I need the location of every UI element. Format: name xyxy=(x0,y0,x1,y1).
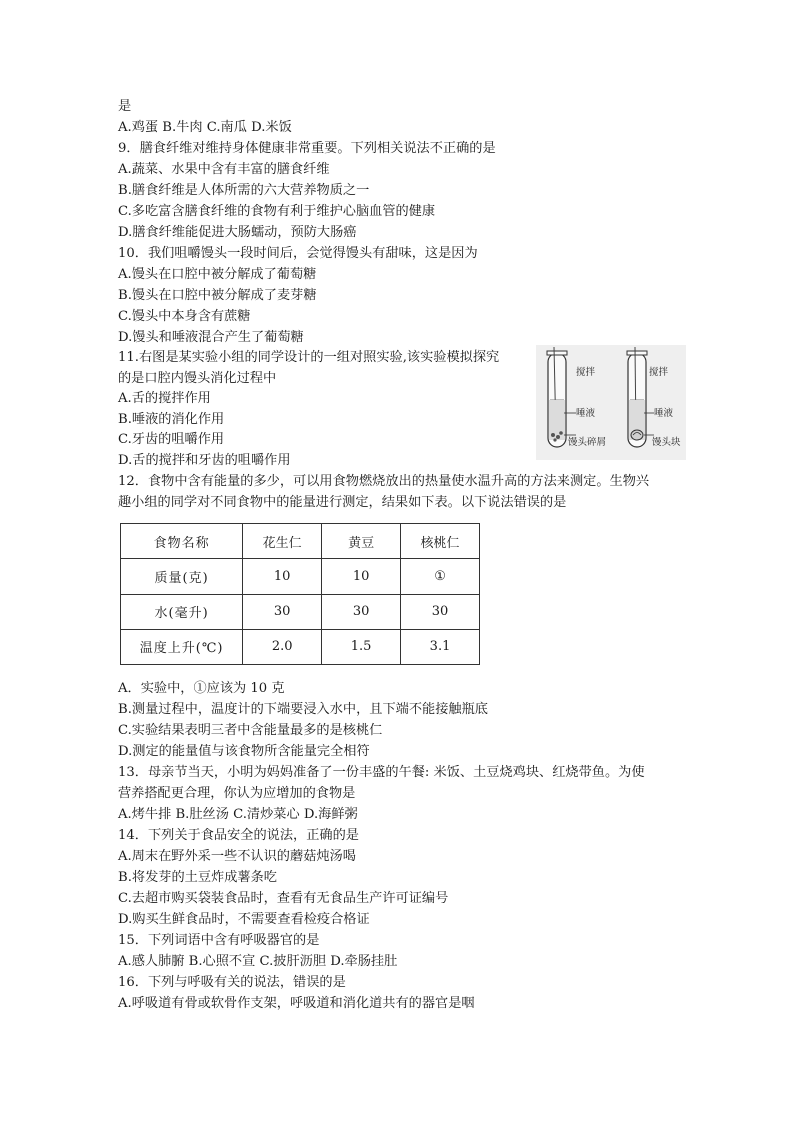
table-header-cell: 食物名称 xyxy=(121,524,243,559)
q14-option-a: A.周末在野外采一些不认识的蘑菇炖汤喝 xyxy=(118,849,356,864)
table-cell: ① xyxy=(401,559,480,594)
bread-block xyxy=(631,430,643,440)
table-row xyxy=(121,629,480,664)
q11-option-d: D.舌的搅拌和牙齿的咀嚼作用 xyxy=(118,453,291,468)
q12-option-a: A．实验中，①应该为 10 克 xyxy=(118,681,285,696)
text-line-continuation: 是 xyxy=(118,99,132,114)
left-stir-label: 搅拌 xyxy=(576,367,596,378)
q10-option-b: B.馒头在口腔中被分解成了麦芽糖 xyxy=(118,288,317,303)
table-cell: 30 xyxy=(322,594,401,629)
table-cell: 质量(克) xyxy=(121,559,243,594)
q12-stem-line2: 趣小组的同学对不同食物中的能量进行测定，结果如下表。以下说法错误的是 xyxy=(118,495,567,510)
table-header-cell: 花生仁 xyxy=(243,524,322,559)
q9-option-d: D.膳食纤维能促进大肠蠕动，预防大肠癌 xyxy=(118,225,357,240)
left-bread-label: 馒头碎屑 xyxy=(568,437,607,448)
q11-stem-line1: 11.右图是某实验小组的同学设计的一组对照实验,该实验模拟探究 xyxy=(118,350,500,365)
q10-option-a: A.馒头在口腔中被分解成了葡萄糖 xyxy=(118,267,317,282)
table-cell: 10 xyxy=(243,559,322,594)
q16-stem: 16．下列与呼吸有关的说法，错误的是 xyxy=(118,975,346,990)
q9-option-a: A.蔬菜、水果中含有丰富的膳食纤维 xyxy=(118,162,330,177)
left-tube-rim xyxy=(547,351,567,355)
table-cell: 3.1 xyxy=(401,629,480,664)
q9-option-c: C.多吃富含膳食纤维的食物有利于维护心脑血管的健康 xyxy=(118,204,436,219)
q9-option-b: B.膳食纤维是人体所需的六大营养物质之一 xyxy=(118,183,370,198)
q15-stem: 15．下列词语中含有呼吸器官的是 xyxy=(118,933,320,948)
q9-stem: 9．膳食纤维对维持身体健康非常重要。下列相关说法不正确的是 xyxy=(118,141,496,156)
bread-crumb xyxy=(551,433,555,437)
table-row xyxy=(121,559,480,594)
q12-option-c: C.实验结果表明三者中含能量最多的是核桃仁 xyxy=(118,723,383,738)
q12-stem-line1: 12．食物中含有能量的多少，可以用食物燃烧放出的热量使水温升高的方法来测定。生物兴 xyxy=(118,474,650,489)
q15-options: A.感人肺腑 B.心照不宣 C.披肝沥胆 D.牵肠挂肚 xyxy=(118,954,398,969)
left-saliva-label: 唾液 xyxy=(576,408,596,419)
q12-option-d: D.测定的能量值与该食物所含能量完全相符 xyxy=(118,744,370,759)
q14-option-c: C.去超市购买袋装食品时，查看有无食品生产许可证编号 xyxy=(118,891,449,906)
table-header-cell: 核桃仁 xyxy=(401,524,480,559)
food-energy-table xyxy=(120,523,480,665)
table-cell: 30 xyxy=(401,594,480,629)
q11-option-c: C.牙齿的咀嚼作用 xyxy=(118,432,225,447)
q11-option-a: A.舌的搅拌作用 xyxy=(118,391,211,406)
q11-stem-line2: 的是口腔内馒头消化过程中 xyxy=(118,371,277,386)
bread-crumb xyxy=(559,431,563,435)
q10-option-d: D.馒头和唾液混合产生了葡萄糖 xyxy=(118,330,304,345)
table-header-cell: 黄豆 xyxy=(322,524,401,559)
q10-stem: 10．我们咀嚼馒头一段时间后，会觉得馒头有甜味，这是因为 xyxy=(118,246,478,261)
experiment-figure xyxy=(536,345,686,460)
right-stir-label: 搅拌 xyxy=(649,367,669,378)
right-bread-label: 馒头块 xyxy=(652,437,681,448)
q13-stem-line1: 13．母亲节当天，小明为妈妈准备了一份丰盛的午餐: 米饭、土豆烧鸡块、红烧带鱼。为使 xyxy=(118,765,645,780)
table-cell: 温度上升(℃) xyxy=(121,629,243,664)
table-header-row xyxy=(121,524,480,559)
test-tubes-diagram xyxy=(536,345,686,460)
q11-option-b: B.唾液的消化作用 xyxy=(118,412,225,427)
q13-options: A.烤牛排 B.肚丝汤 C.清炒菜心 D.海鲜粥 xyxy=(118,807,358,822)
q16-option-a: A.呼吸道有骨或软骨作支架，呼吸道和消化道共有的器官是咽 xyxy=(118,996,475,1011)
table-cell: 1.5 xyxy=(322,629,401,664)
table-cell: 水(毫升) xyxy=(121,594,243,629)
q14-option-d: D.购买生鲜食品时，不需要查看检疫合格证 xyxy=(118,912,370,927)
right-tube-rim xyxy=(627,351,647,355)
q14-option-b: B.将发芽的土豆炸成薯条吃 xyxy=(118,870,277,885)
q13-stem-line2: 营养搭配更合理，你认为应增加的食物是 xyxy=(118,786,356,801)
table-row xyxy=(121,594,480,629)
table-cell: 2.0 xyxy=(243,629,322,664)
right-saliva-label: 唾液 xyxy=(654,408,674,419)
q12-option-b: B.测量过程中，温度计的下端要浸入水中，且下端不能接触瓶底 xyxy=(118,702,488,717)
q8-options: A.鸡蛋 B.牛肉 C.南瓜 D.米饭 xyxy=(118,120,292,135)
table-cell: 30 xyxy=(243,594,322,629)
q10-option-c: C.馒头中本身含有蔗糖 xyxy=(118,309,251,324)
bread-crumb xyxy=(556,435,560,439)
table-cell: 10 xyxy=(322,559,401,594)
bread-crumb xyxy=(553,438,556,441)
q14-stem: 14．下列关于食品安全的说法，正确的是 xyxy=(118,828,359,843)
